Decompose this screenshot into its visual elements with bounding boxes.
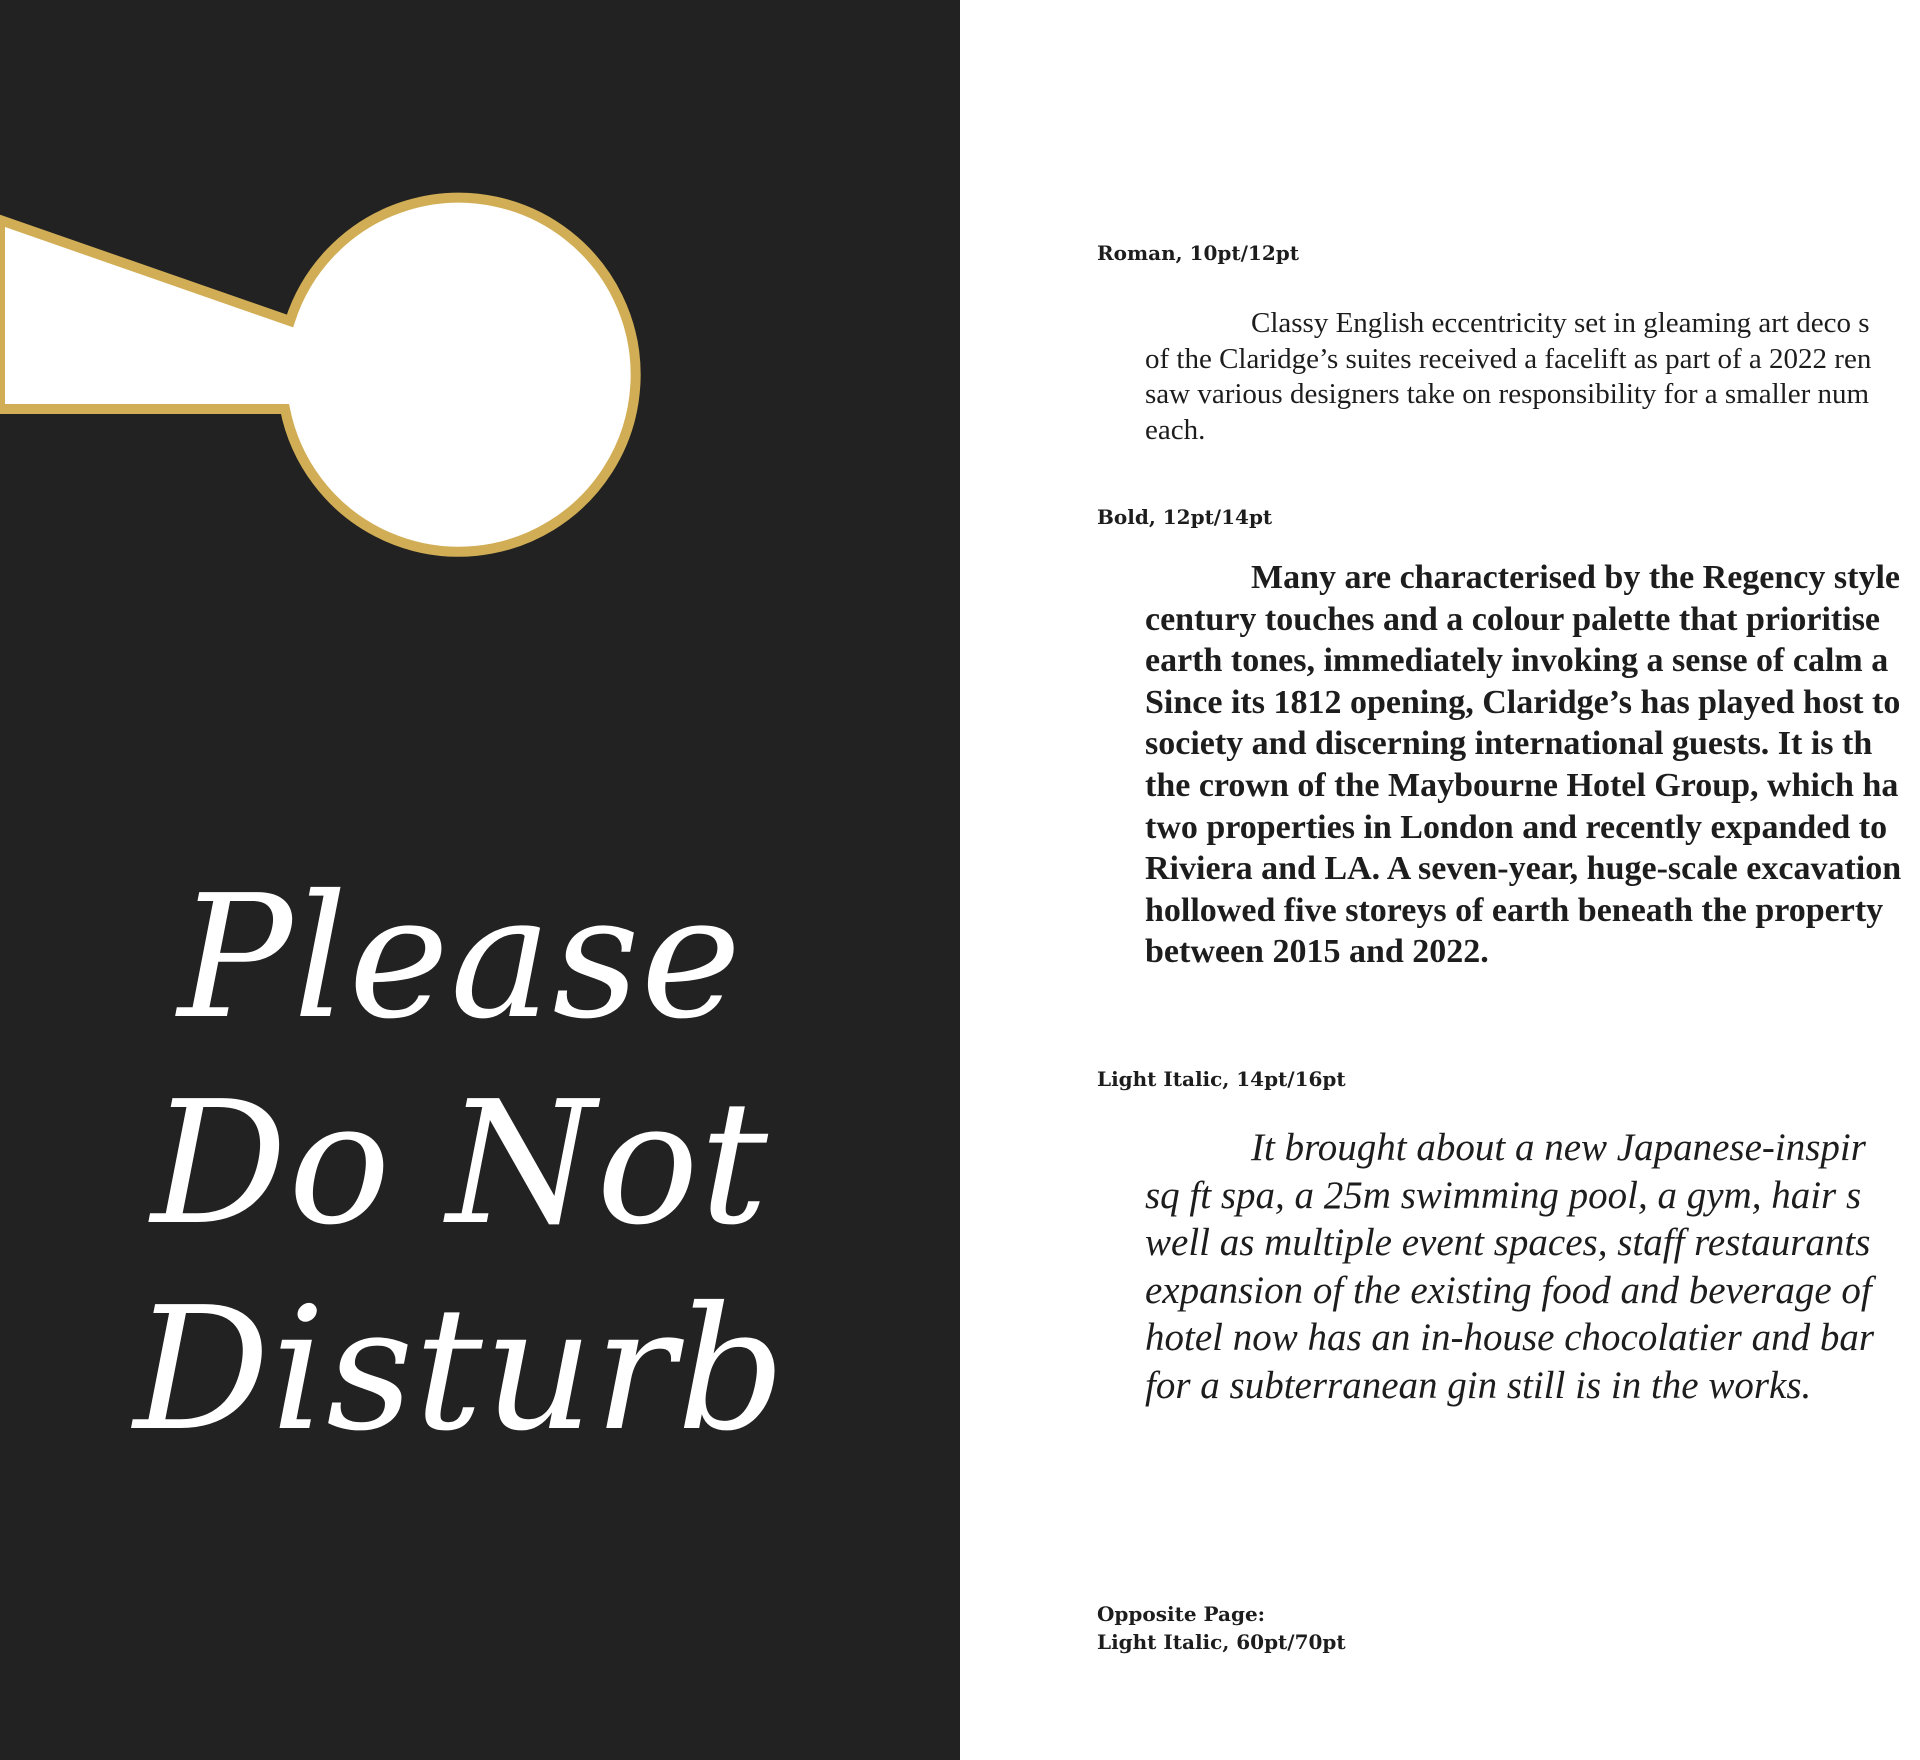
opposite-page-note xyxy=(1097,1600,1346,1656)
door-hanger-hole-graphic xyxy=(0,0,960,620)
specimen-line: society and discerning international guests. It is th xyxy=(1145,725,1873,763)
specimen-line: Riviera and LA. A seven-year, huge-scale excavation xyxy=(1145,850,1902,888)
specimen-line: hollowed five storeys of earth beneath the property xyxy=(1145,891,1884,929)
specimen-line: expansion of the existing food and beverage of xyxy=(1145,1268,1872,1312)
specimen-line: of the Claridge’s suites received a facelift as part of a 2022 ren xyxy=(1145,342,1872,375)
specimen-label-roman: Roman, 10pt/12pt xyxy=(1097,241,1299,265)
specimen-label-italic: Light Italic, 14pt/16pt xyxy=(1097,1067,1346,1091)
specimen-line: two properties in London and recently expanded to xyxy=(1145,808,1888,846)
opposite-page-heading: Opposite Page: xyxy=(1097,1602,1266,1626)
specimen-text-roman xyxy=(1145,306,1920,448)
specimen-line: the crown of the Maybourne Hotel Group, which ha xyxy=(1145,766,1899,804)
opposite-page-spec: Light Italic, 60pt/70pt xyxy=(1097,1630,1346,1654)
specimen-line: between 2015 and 2022. xyxy=(1145,933,1489,971)
specimen-line: Classy English eccentricity set in gleaming art deco s xyxy=(1251,307,1870,339)
type-specimen-page xyxy=(960,0,1920,1760)
specimen-line: well as multiple event spaces, staff restaurants xyxy=(1145,1221,1871,1265)
cover-title-line: Please xyxy=(177,859,743,1057)
specimen-line: century touches and a colour palette that prioritise xyxy=(1145,600,1881,638)
cover-title-line: Do Not xyxy=(150,1065,770,1263)
specimen-label-bold: Bold, 12pt/14pt xyxy=(1097,505,1273,529)
door-hanger-slot xyxy=(0,198,636,552)
specimen-line: each. xyxy=(1145,413,1206,446)
specimen-line: earth tones, immediately invoking a sense of calm a xyxy=(1145,642,1889,680)
specimen-line: sq ft spa, a 25m swimming pool, a gym, hair s xyxy=(1145,1173,1862,1217)
specimen-text-italic xyxy=(1145,1124,1920,1410)
specimen-line: saw various designers take on responsibility for a smaller num xyxy=(1145,378,1870,410)
cover-title xyxy=(0,855,920,1473)
specimen-text-bold xyxy=(1145,557,1920,973)
specimen-line: It brought about a new Japanese-inspir xyxy=(1251,1126,1866,1169)
specimen-line: hotel now has an in-house chocolatier and bar xyxy=(1145,1316,1875,1360)
specimen-line: for a subterranean gin still is in the works. xyxy=(1145,1363,1812,1407)
specimen-line: Many are characterised by the Regency style xyxy=(1251,559,1900,596)
specimen-line: Since its 1812 opening, Claridge’s has played host to xyxy=(1145,683,1901,721)
cover-title-line: Disturb xyxy=(133,1271,787,1469)
